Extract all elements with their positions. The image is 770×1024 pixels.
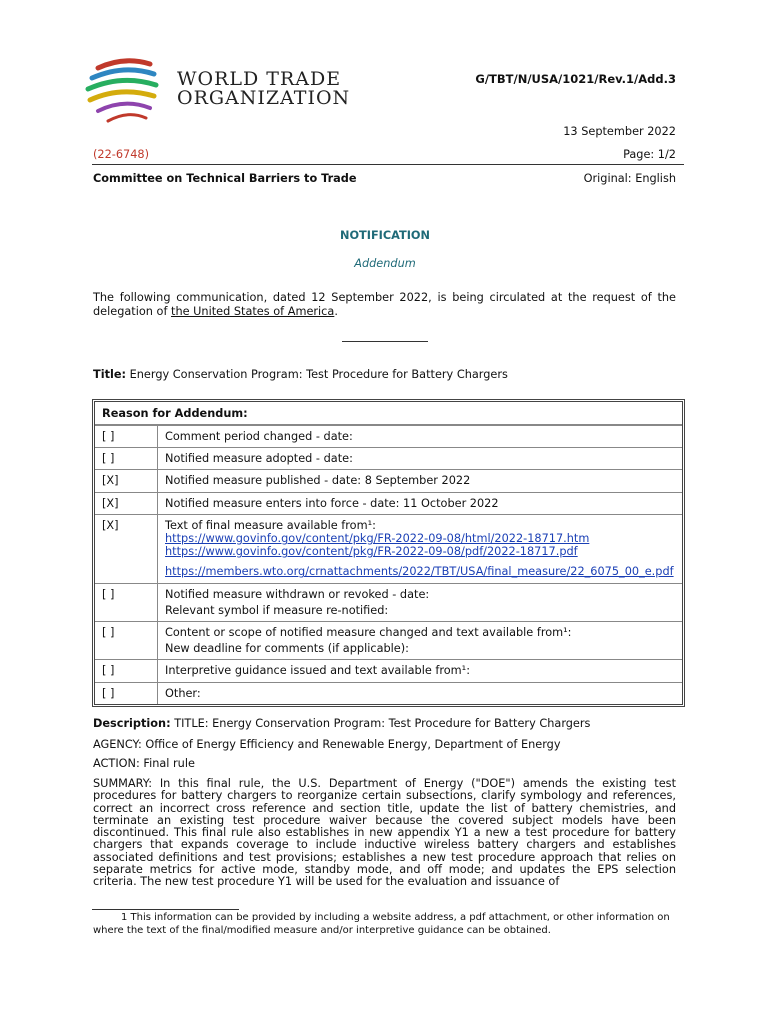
header-divider	[92, 164, 684, 165]
table-row	[95, 621, 682, 659]
reason-subtext: New deadline for comments (if applicable):	[165, 642, 409, 656]
section-divider	[342, 341, 428, 342]
addendum-subheading: Addendum	[354, 257, 416, 270]
committee-name: Committee on Technical Barriers to Trade	[93, 172, 357, 185]
table-row	[95, 583, 682, 621]
checkbox-mark: [ ]	[95, 584, 158, 621]
reason-text: Content or scope of notified measure changed and text available from¹:	[165, 626, 572, 640]
footnote-divider	[92, 909, 239, 910]
checkbox-mark: [ ]	[95, 426, 158, 447]
notification-heading: NOTIFICATION	[339, 229, 430, 242]
organization-name	[177, 70, 350, 108]
checkbox-mark: [ ]	[95, 448, 158, 469]
description-summary: SUMMARY: In this final rule, the U.S. Department of Energy ("DOE") amends the existing test procedures for battery chargers to reorganize certain subsections, clarify symbology and references, correct an incorrect cross reference and section title, update the list of battery chemistries, and terminate an existing test procedure waiver because the covered subject models have been discontinued. This final rule also establishes in new appendix Y1 a new a test procedure for battery chargers that expands coverage to include inductive wireless battery chargers and establishes associated definitions and test provisions; establishes a new test procedure approach that relies on separate metrics for active mode, standby mode, and off mode; and updates the EPS selection criteria. The new test procedure Y1 will be used for the evaluation and issuance of	[93, 777, 676, 889]
reason-text: Interpretive guidance issued and text available from¹:	[165, 664, 471, 678]
description-label: Description:	[93, 717, 171, 730]
table-row	[95, 514, 682, 583]
table-row	[95, 492, 682, 514]
reason-text: Notified measure withdrawn or revoked - date:	[165, 587, 430, 601]
title-label: Title:	[93, 368, 127, 381]
checkbox-mark: [X]	[95, 493, 158, 514]
original-language: Original: English	[583, 172, 676, 185]
reason-text: Text of final measure available from¹:	[165, 518, 376, 532]
reason-text: Notified measure enters into force - date: 11 October 2022	[165, 496, 499, 510]
checkbox-mark: [ ]	[95, 683, 158, 704]
document-symbol: G/TBT/N/USA/1021/Rev.1/Add.3	[475, 72, 676, 86]
reason-text: Notified measure published - date: 8 September 2022	[165, 474, 471, 488]
wto-logo-icon	[84, 58, 174, 130]
reason-table-header: Reason for Addendum:	[95, 402, 682, 425]
table-row	[95, 469, 682, 491]
intro-text: The following communication, dated 12 September 2022, is being circulated at the request of the delegation of	[93, 291, 676, 318]
govinfo-html-link[interactable]: https://www.govinfo.gov/content/pkg/FR-2022-09-08/html/2022-18717.htm	[165, 532, 590, 546]
reason-subtext: Relevant symbol if measure re-notified:	[165, 603, 389, 617]
document-reference: (22-6748)	[93, 148, 150, 161]
reason-text: Comment period changed - date:	[165, 430, 353, 443]
table-row	[95, 659, 682, 681]
org-line-1: WORLD TRADE	[177, 68, 342, 90]
checkbox-mark: [ ]	[95, 660, 158, 681]
checkbox-mark: [X]	[95, 515, 158, 583]
wto-attachment-link[interactable]: https://members.wto.org/crnattachments/2022/TBT/USA/final_measure/22_6075_00_e.pdf	[165, 565, 674, 579]
intro-paragraph: The following communication, dated 12 September 2022, is being circulated at the request of the delegation of the United States of America.	[93, 291, 676, 318]
govinfo-pdf-link[interactable]: https://www.govinfo.gov/content/pkg/FR-2022-09-08/pdf/2022-18717.pdf	[165, 545, 578, 559]
document-date: 13 September 2022	[563, 125, 676, 138]
table-row	[95, 682, 682, 704]
description-title: Description: TITLE: Energy Conservation Program: Test Procedure for Battery Chargers	[93, 717, 591, 730]
reason-text: Notified measure adopted - date:	[165, 452, 353, 466]
measure-title	[93, 368, 508, 381]
checkbox-mark: [ ]	[95, 622, 158, 659]
title-text: Energy Conservation Program: Test Procedure for Battery Chargers	[129, 368, 508, 381]
footnote-text: 1 This information can be provided by including a website address, a pdf attachment, or other information on where the text of the final/modified measure and/or interpretive guidance can be obtained.	[93, 912, 670, 936]
table-row	[95, 447, 682, 469]
checkbox-mark: [X]	[95, 470, 158, 491]
description-action: ACTION: Final rule	[93, 757, 195, 770]
reason-table	[92, 399, 685, 707]
footnote	[93, 912, 676, 937]
description-agency: AGENCY: Office of Energy Efficiency and Renewable Energy, Department of Energy	[93, 738, 561, 751]
table-row	[95, 425, 682, 447]
org-line-2: ORGANIZATION	[177, 87, 351, 109]
page-number: Page: 1/2	[623, 148, 676, 161]
delegation-name: the United States of America	[171, 304, 335, 318]
reason-text: Other:	[165, 686, 201, 700]
